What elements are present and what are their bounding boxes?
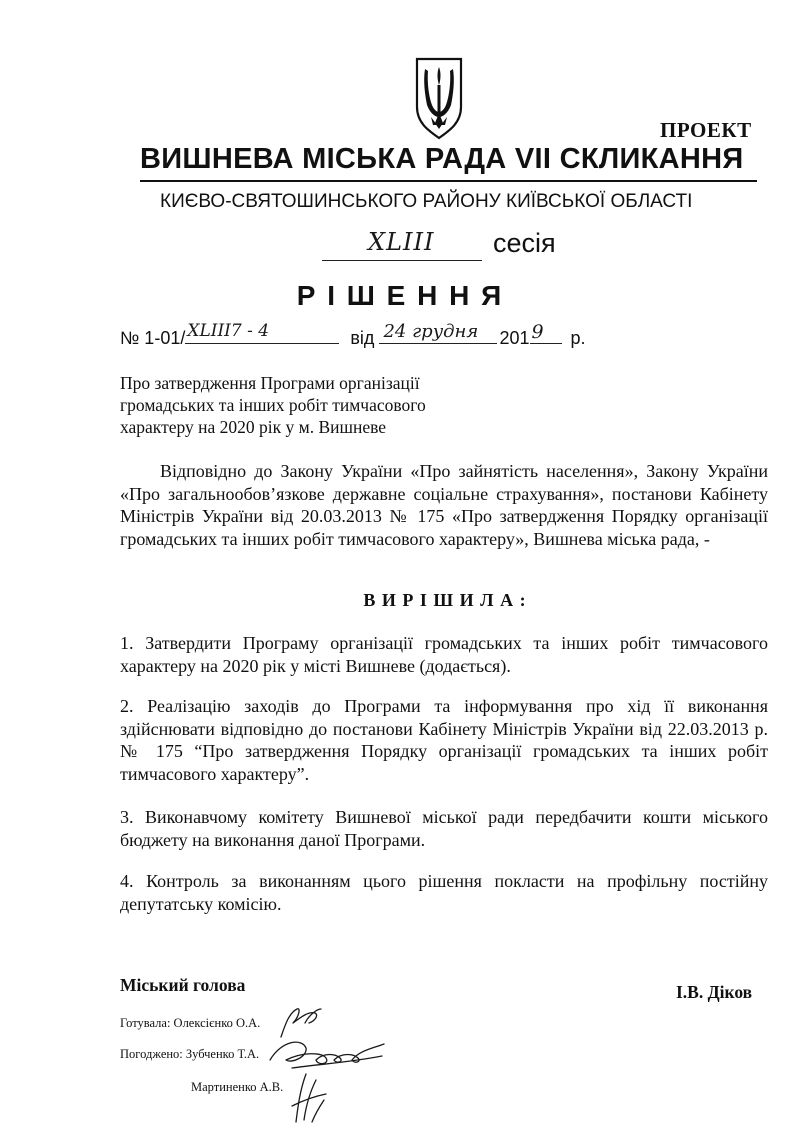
resolution-item-2: 2. Реалізацію заходів до Програми та інформування про хід її виконання здійснювати відповідно до постанови Кабінету Міністрів України від 22.03.2013 р. № 175 “Про затвердження Порядку організації громадських та інших робіт тимчасового характеру”.	[120, 696, 768, 784]
signature-agreed-2	[282, 1066, 332, 1126]
decision-title: Р І Ш Е Н Н Я	[296, 280, 504, 311]
agreed-by-2: Мартиненко А.В.	[191, 1080, 284, 1094]
decision-date-field	[379, 321, 497, 344]
subject-line-3: характеру на 2020 рік у м. Вишневе	[120, 417, 387, 437]
resolution-item-3: 3. Виконавчому комітету Вишневої міської ради передбачити кошти міського бюджету на виконання даної Програми.	[120, 807, 768, 850]
year-field	[530, 321, 562, 344]
resolved-label: В И Р І Ш И Л А :	[363, 590, 527, 610]
session-number-line	[322, 226, 482, 261]
draft-label: ПРОЕКТ	[660, 118, 752, 142]
year-suffix: р.	[570, 328, 586, 348]
agreed-by: Погоджено: Зубченко Т.А.	[120, 1047, 260, 1061]
decision-number-field	[185, 321, 339, 344]
resolution-item-1: 1. Затвердити Програму організації громадських та інших робіт тимчасового характеру на 2020 рік у місті Вишневе (додається).	[120, 633, 768, 676]
mayor-name: І.В. Діков	[676, 982, 753, 1002]
council-title: ВИШНЕВА МІСЬКА РАДА VII СКЛИКАННЯ	[140, 143, 744, 175]
subject-line-2: громадських та інших робіт тимчасового	[120, 395, 426, 415]
district-line: КИЄВО-СВЯТОШИНСЬКОГО РАЙОНУ КИЇВСЬКОЇ ОБЛАСТІ	[160, 191, 693, 212]
decision-number-row	[120, 321, 586, 349]
resolution-item-4: 4. Контроль за виконанням цього рішення покласти на профільну постійну депутатську комісію.	[120, 871, 768, 914]
from-label: від	[350, 328, 375, 348]
mayor-position: Міський голова	[120, 975, 246, 995]
session-word: сесія	[493, 228, 556, 258]
prepared-by: Готувала: Олексієнко О.А.	[120, 1016, 261, 1030]
subject-line-1: Про затвердження Програми організації	[120, 373, 420, 393]
year-digit-handwritten: 9	[531, 321, 544, 343]
title-underline	[140, 180, 757, 182]
decision-number-prefix: № 1-01/	[120, 328, 186, 348]
decision-date-handwritten: 24 грудня	[383, 321, 479, 342]
decision-number-handwritten: XLIII7 - 4	[187, 321, 270, 341]
session-number: XLIII	[368, 228, 435, 256]
subject-block	[120, 372, 426, 438]
trident-emblem-icon	[413, 55, 465, 141]
preamble-paragraph: Відповідно до Закону України «Про зайнятість населення», Закону України «Про загальнообов’язкове державне соціальне страхування», постанови Кабінету Міністрів України від 20.03.2013 № 175 «Про затвердження Порядку організації громадських та інших робіт тимчасового характеру», Вишнева міська рада, -	[120, 461, 768, 549]
year-prefix: 201	[499, 328, 530, 348]
